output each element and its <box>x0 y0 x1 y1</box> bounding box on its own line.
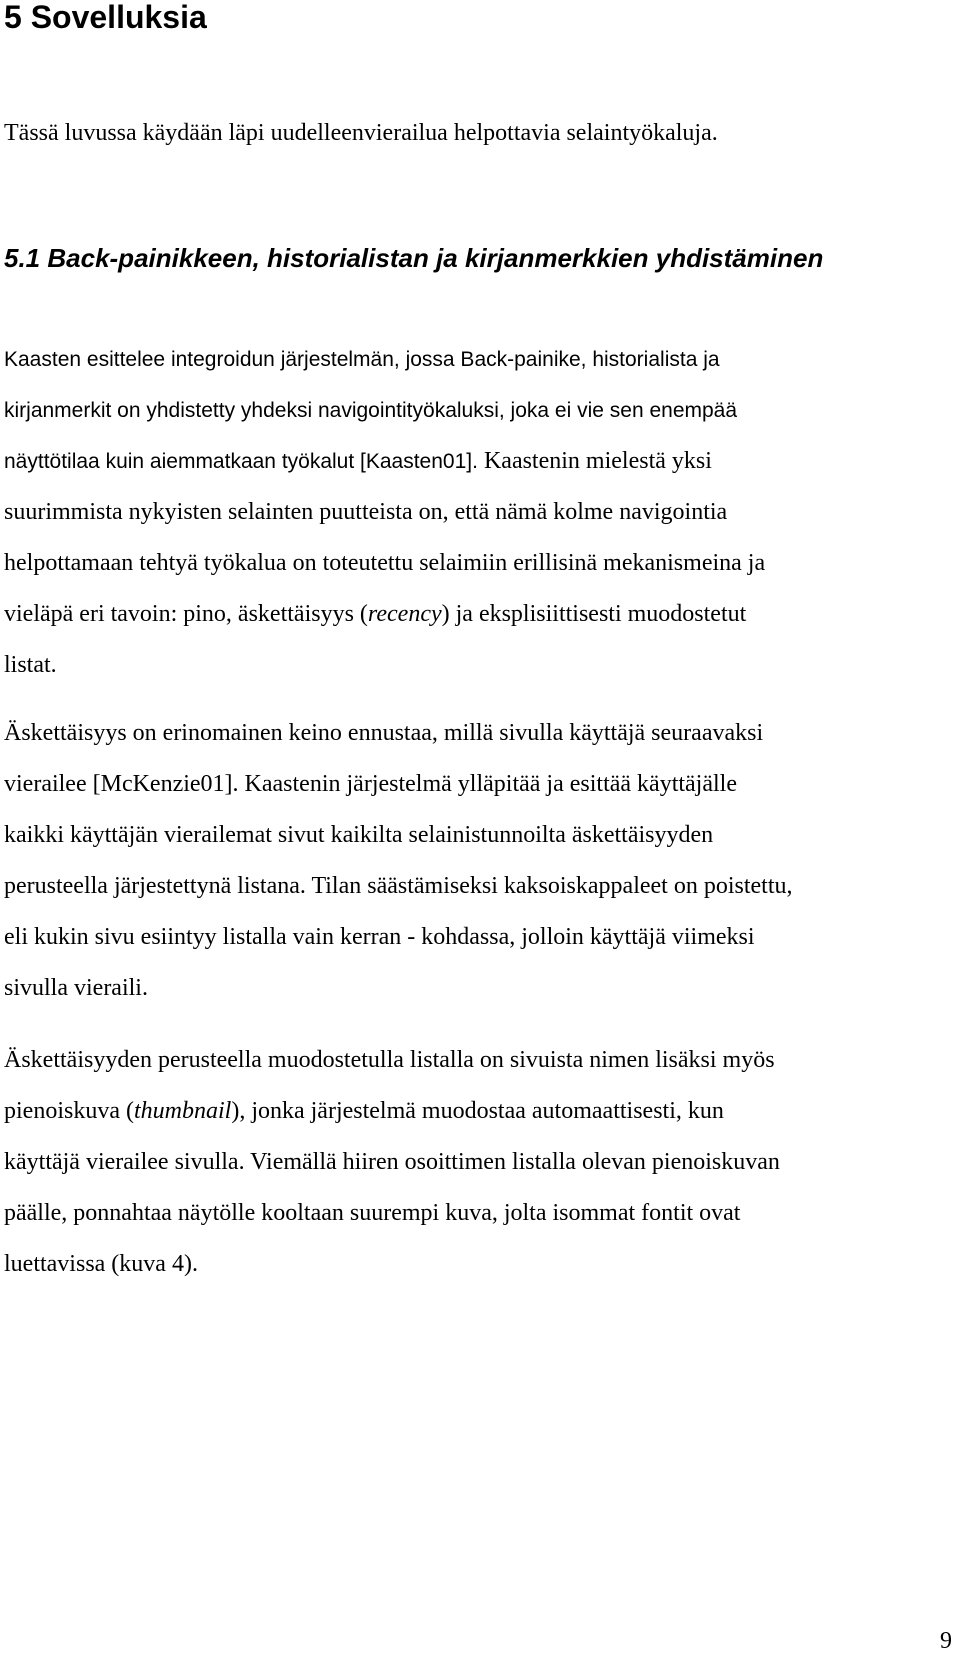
page-number: 9 <box>940 1628 952 1654</box>
paragraph-line <box>4 589 954 640</box>
paragraph-line: listat. <box>4 652 57 678</box>
chapter-intro: Tässä luvussa käydään läpi uudelleenvierailua helpottavia selaintyökaluja. <box>4 120 718 146</box>
paragraph-line: helpottamaan tehtyä työkalua on toteutettu selaimiin erillisinä mekanismeina ja <box>4 550 766 576</box>
paragraph-text: pienoiskuva ( <box>4 1098 134 1124</box>
paragraph-line: Kaasten esittelee integroidun järjestelmän, jossa Back-painike, historialista ja <box>4 348 720 371</box>
paragraph-line: vierailee [McKenzie01]. Kaastenin järjestelmä ylläpitää ja esittää käyttäjälle <box>4 771 737 797</box>
italic-term: thumbnail <box>133 1098 232 1124</box>
paragraph-2 <box>4 708 954 1014</box>
paragraph-line: sivulla vieraili. <box>4 975 148 1001</box>
paragraph-line <box>4 1086 954 1137</box>
paragraph-line: eli kukin sivu esiintyy listalla vain kerran - kohdassa, jolloin käyttäjä viimeksi <box>4 924 755 950</box>
chapter-title: 5 Sovelluksia <box>4 0 207 35</box>
paragraph-line: luettavissa (kuva 4). <box>4 1251 198 1277</box>
paragraph-line: kaikki käyttäjän vierailemat sivut kaikilta selainistunnoilta äskettäisyyden <box>4 822 714 848</box>
paragraph-line: käyttäjä vierailee sivulla. Viemällä hiiren osoittimen listalla olevan pienoiskuvan <box>4 1149 780 1175</box>
paragraph-text: ), jonka järjestelmä muodostaa automaattisesti, kun <box>231 1098 724 1124</box>
paragraph-line: perusteella järjestettynä listana. Tilan säästämiseksi kaksoiskappaleet on poistettu, <box>4 873 793 899</box>
paragraph-line: kirjanmerkit on yhdistetty yhdeksi navigointityökaluksi, joka ei vie sen enempää <box>4 399 738 422</box>
paragraph-1 <box>4 334 954 691</box>
paragraph-text: ) ja eksplisiittisesti muodostetut <box>441 601 747 627</box>
paragraph-text: näyttötilaa kuin aiemmatkaan työkalut [Kaasten01]. <box>4 450 478 473</box>
section-title: 5.1 Back-painikkeen, historialistan ja kirjanmerkkien yhdistäminen <box>4 243 824 273</box>
paragraph-line: Äskettäisyyden perusteella muodostetulla listalla on sivuista nimen lisäksi myös <box>4 1047 775 1073</box>
paragraph-line: suurimmista nykyisten selainten puutteista on, että nämä kolme navigointia <box>4 499 728 525</box>
italic-term: recency <box>367 601 442 627</box>
paragraph-text: Kaastenin mielestä yksi <box>477 448 712 474</box>
paragraph-text: vieläpä eri tavoin: pino, äskettäisyys ( <box>4 601 368 627</box>
paragraph-line <box>4 436 954 487</box>
paragraph-line: päälle, ponnahtaa näytölle kooltaan suurempi kuva, jolta isommat fontit ovat <box>4 1200 741 1226</box>
paragraph-line: Äskettäisyys on erinomainen keino ennustaa, millä sivulla käyttäjä seuraavaksi <box>4 720 764 746</box>
paragraph-3 <box>4 1035 954 1290</box>
